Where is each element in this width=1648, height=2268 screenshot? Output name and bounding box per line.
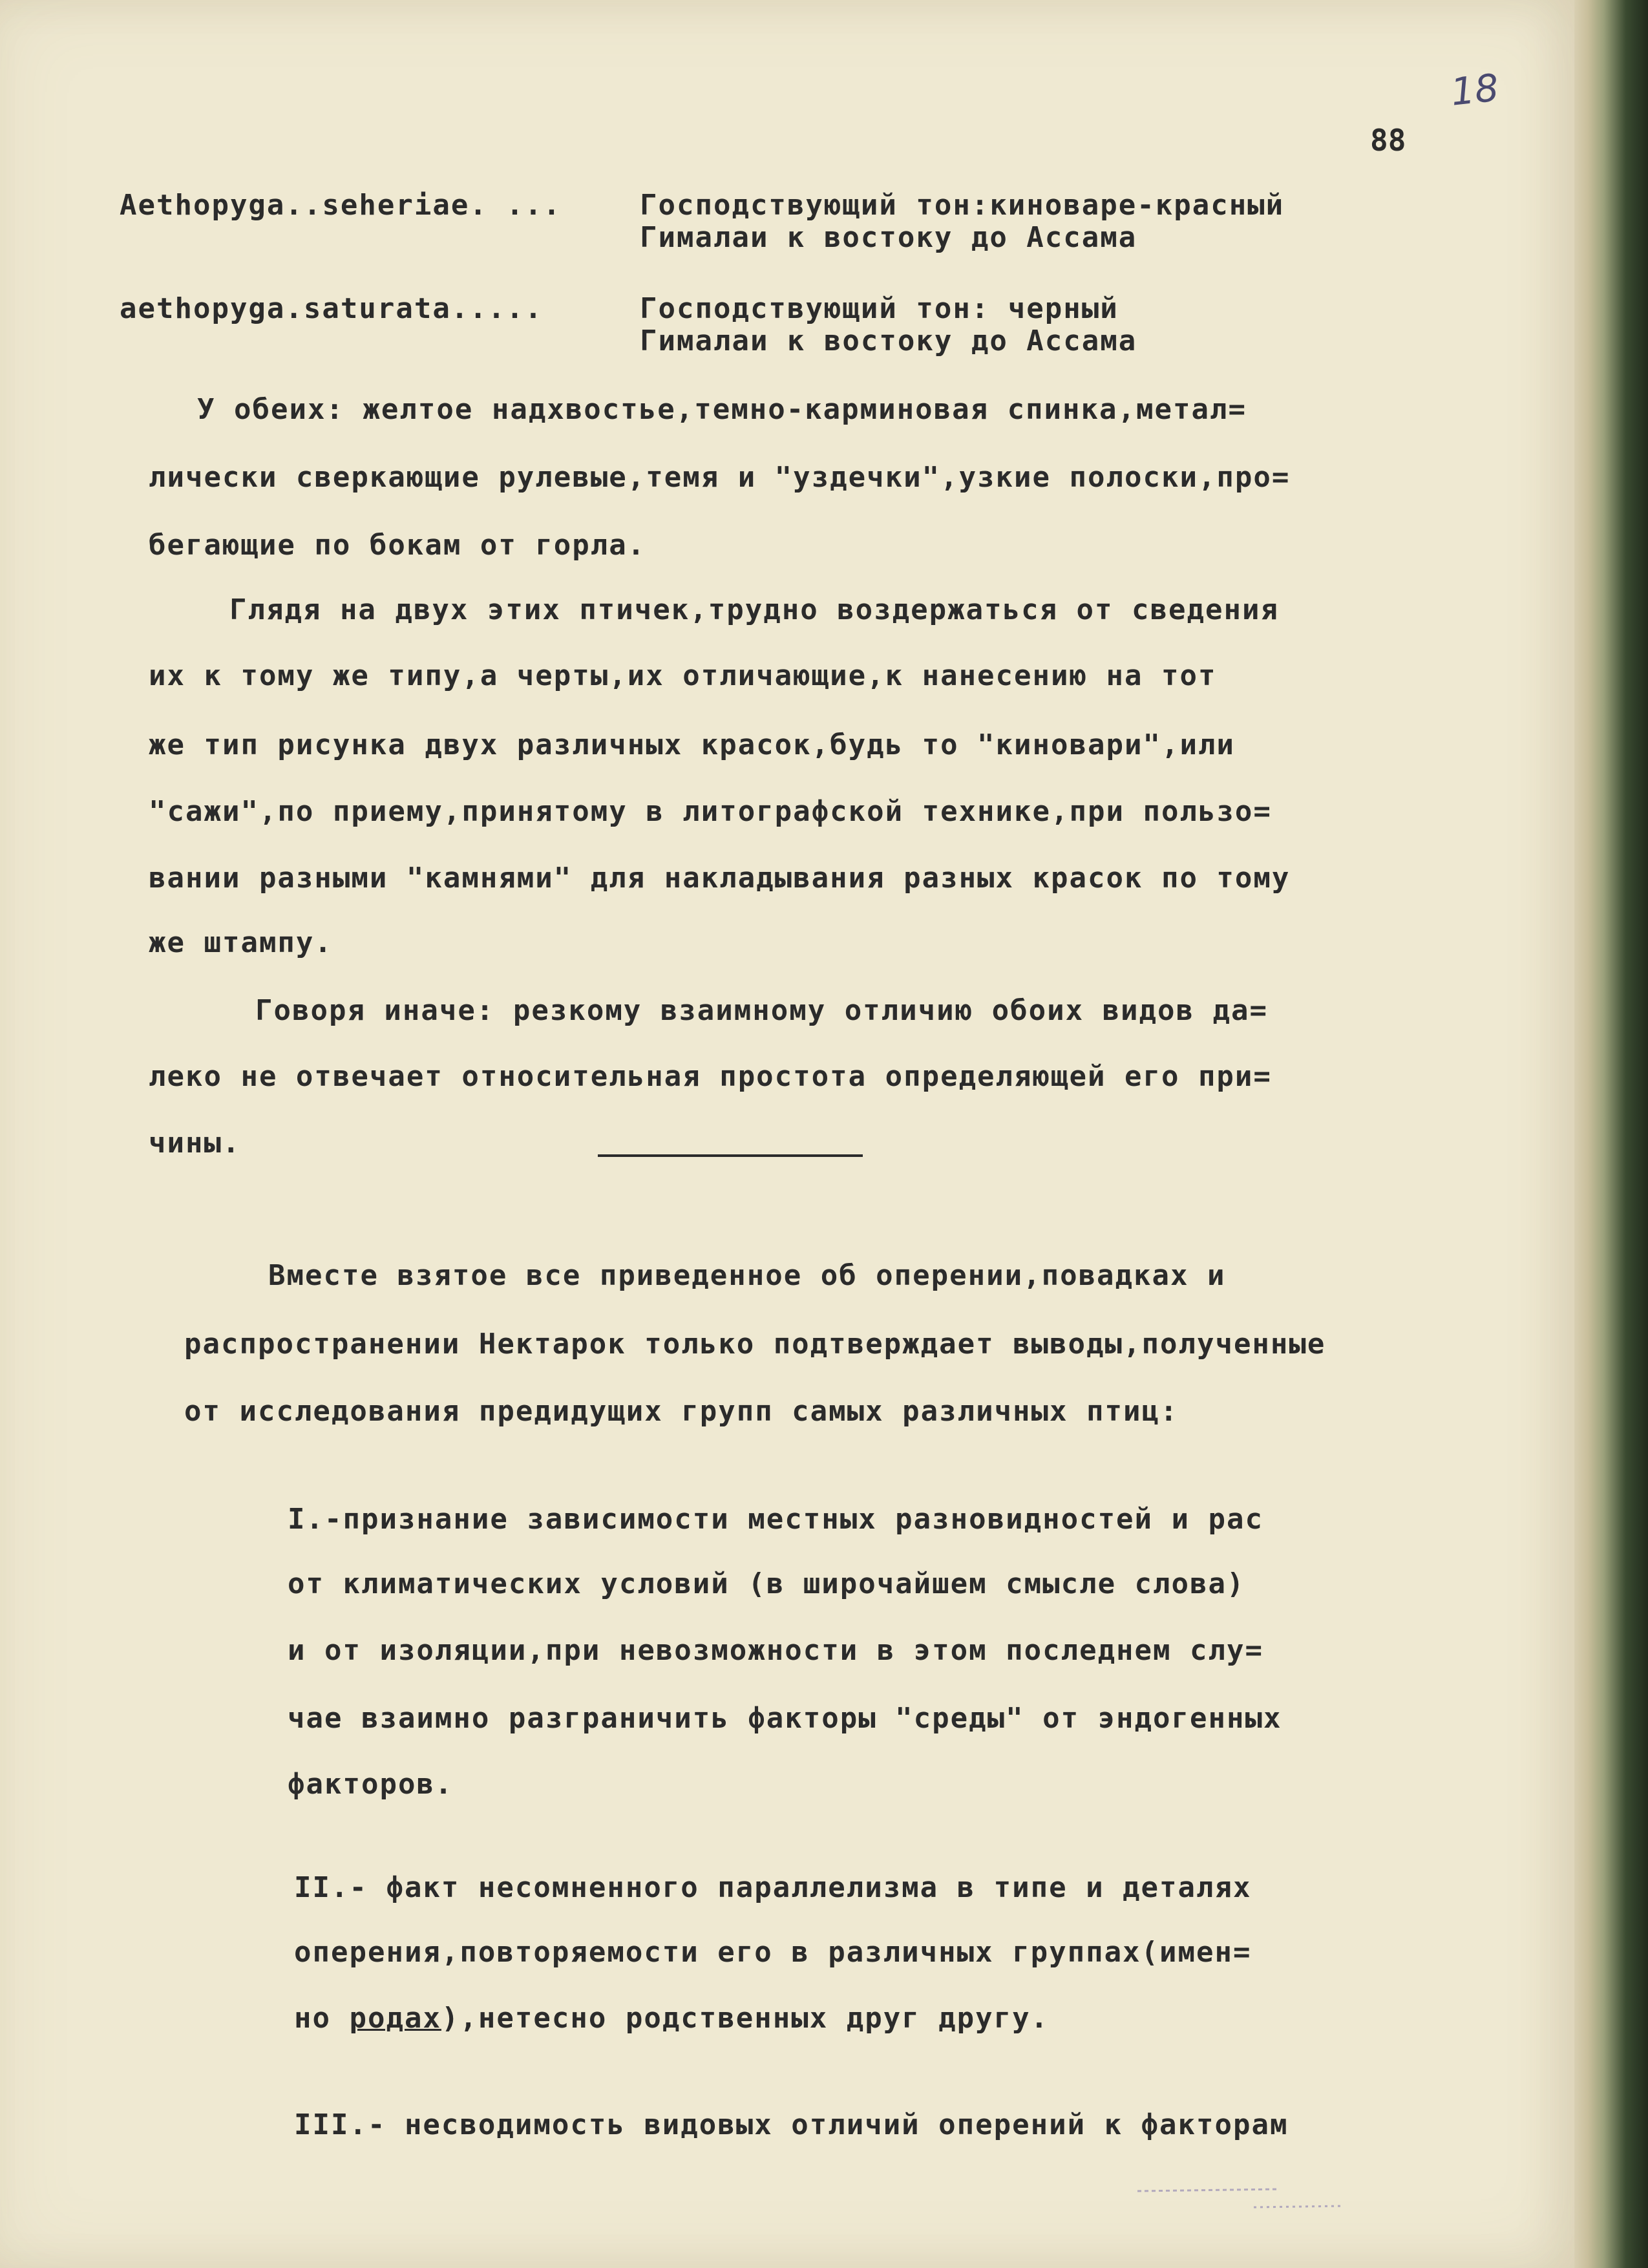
list-item-line: чае взаимно разграничить факторы "среды" от эндогенных <box>288 1702 1282 1735</box>
list-item-line: II.- факт несомненного параллелизма в типе и деталях <box>294 1871 1252 1904</box>
paragraph-line: же тип рисунка двух различных красок,будь то "киновари",или <box>149 728 1235 761</box>
stamp-icon <box>1125 2175 1364 2220</box>
species-tone-2: Господствующий тон: черный <box>640 292 1119 325</box>
species-name-1: Aethopyga..seheriae. ... <box>120 189 562 222</box>
list-item-line: от климатических условий (в широчайшем смысле слова) <box>288 1567 1245 1600</box>
list-item-line <box>294 2002 1049 2035</box>
species-range-2: Гималаи к востоку до Ассама <box>640 324 1137 357</box>
list-item-line: оперения,повторяемости его в различных группах(имен= <box>294 1936 1252 1969</box>
paragraph-line: лически сверкающие рулевые,темя и "уздечки",узкие полоски,про= <box>149 461 1291 494</box>
paragraph-line: вании разными "камнями" для накладывания разных красок по тому <box>149 862 1291 895</box>
paragraph-line: Глядя на двух этих птичек,трудно воздержаться от сведения <box>229 593 1279 626</box>
list-item-line: III.- несводимость видовых отличий оперений к факторам <box>294 2108 1289 2141</box>
page-number: 88 <box>1370 123 1406 158</box>
paragraph-line: же штампу. <box>149 926 333 959</box>
underlined-word: родах <box>349 2002 441 2035</box>
list-item-line: и от изоляции,при невозможности в этом последнем слу= <box>288 1634 1263 1667</box>
paragraph-line: Вместе взятое все приведенное об оперении,повадках и <box>268 1259 1226 1292</box>
paragraph-line: бегающие по бокам от горла. <box>149 529 646 562</box>
paragraph-line: У обеих: желтое надхвостье,темно-карминовая спинка,метал= <box>197 393 1247 426</box>
species-name-2: aethopyga.saturata..... <box>120 292 544 325</box>
section-divider <box>598 1154 863 1157</box>
scan-edge <box>1574 0 1648 2268</box>
paragraph-line: Говоря иначе: резкому взаимному отличию обоих видов да= <box>255 994 1268 1027</box>
list-item-line: I.-признание зависимости местных разновидностей и рас <box>288 1503 1263 1536</box>
folio-number: 18 <box>1448 65 1501 114</box>
species-range-1: Гималаи к востоку до Ассама <box>640 221 1137 254</box>
text-span: но <box>294 2002 350 2035</box>
paragraph-line: их к тому же типу,а черты,их отличающие,к нанесению на тот <box>149 659 1217 692</box>
faint-stamp-mark <box>1125 2175 1364 2220</box>
text-span: ),нетесно родственных друг другу. <box>441 2002 1050 2035</box>
paragraph-line: от исследования предидущих групп самых различных птиц: <box>184 1395 1179 1428</box>
list-item-line: факторов. <box>288 1768 454 1801</box>
paragraph-line: чины. <box>149 1127 241 1160</box>
species-tone-1: Господствующий тон:киноваре-красный <box>640 189 1285 222</box>
paragraph-line: распространении Нектарок только подтверждает выводы,полученные <box>184 1328 1326 1361</box>
paragraph-line: леко не отвечает относительная простота определяющей его при= <box>149 1060 1272 1093</box>
paragraph-line: "сажи",по приему,принятому в литографской технике,при пользо= <box>149 795 1272 828</box>
